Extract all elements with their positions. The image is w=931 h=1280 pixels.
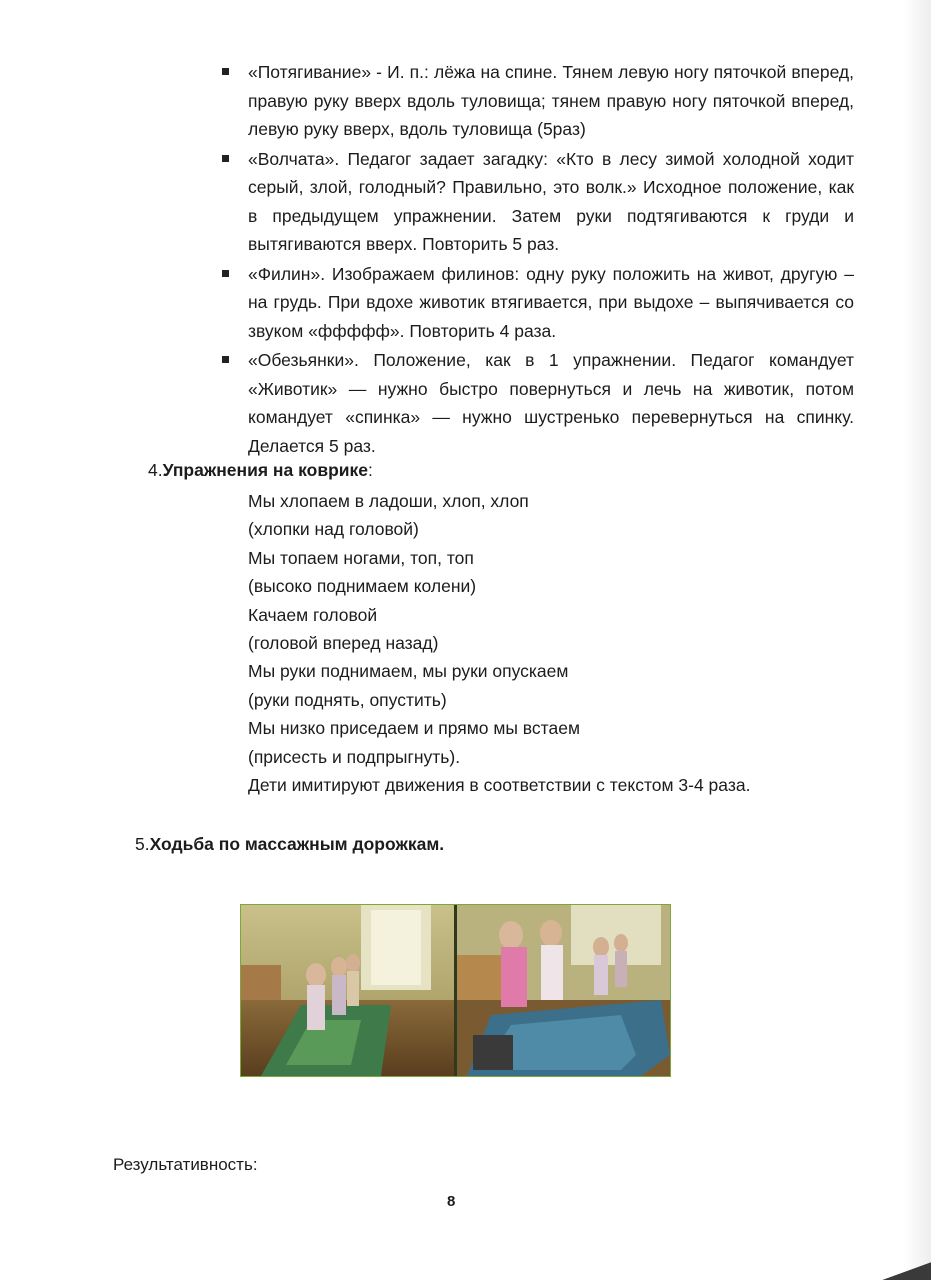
section-4-suffix: : (368, 460, 373, 480)
exercise-list (222, 58, 854, 461)
verse-line: (присесть и подпрыгнуть). (248, 746, 461, 767)
section-5-number: 5. (135, 834, 150, 854)
verse-line: (высоко поднимаем колени) (248, 576, 477, 597)
section-5-title: Ходьба по массажным дорожкам. (149, 834, 445, 854)
list-item-text: «Филин». Изображаем филинов: одну руку положить на живот, другую – на грудь. При вдохе животик втягивается, при выдохе – выпячивается со звуком «ффффф». Повторить 4 раза. (248, 263, 854, 341)
square-bullet-icon (222, 68, 229, 75)
photo-illustration (241, 905, 670, 1076)
verse-line: Качаем головой (248, 604, 378, 625)
verse-line: (хлопки над головой) (248, 519, 419, 540)
section-4-title: Упражнения на коврике (162, 460, 369, 480)
list-item (222, 145, 854, 259)
scan-corner-mark (871, 1262, 931, 1280)
square-bullet-icon (222, 270, 229, 277)
square-bullet-icon (222, 356, 229, 363)
section-4-heading (148, 456, 373, 484)
verse-line: Мы хлопаем в ладоши, хлоп, хлоп (248, 491, 529, 511)
verse-line: Дети имитируют движения в соответствии с текстом 3-4 раза. (248, 774, 751, 795)
children-walking-photo (240, 904, 671, 1077)
section-5-heading (135, 830, 444, 858)
verse-block (248, 487, 848, 799)
list-item-text: «Волчата». Педагог задает загадку: «Кто в лесу зимой холодной ходит серый, злой, голодный? Правильно, это волк.» Исходное положение, как в предыдущем упражнении. Затем руки подтягиваются к груди и вытягиваются вверх. Повторить 5 раз. (248, 148, 854, 254)
verse-line: (головой вперед назад) (248, 632, 439, 653)
verse-line: Мы топаем ногами, топ, топ (248, 547, 474, 568)
page-number: 8 (447, 1193, 456, 1210)
result-label: Результативность: (113, 1155, 258, 1174)
list-item-text: «Потягивание» - И. п.: лёжа на спине. Тянем левую ногу пяточкой вперед, правую руку вверх вдоль туловища; тянем правую ногу пяточкой вперед, левую руку вверх, вдоль туловища (5раз) (248, 62, 854, 139)
list-item (222, 260, 854, 346)
section-4-number: 4. (148, 460, 163, 480)
list-item-text: «Обезьянки». Положение, как в 1 упражнении. Педагог командует «Животик» — нужно быстро повернуться и лечь на животик, потом командует «спинка» — нужно шустренько перевернуться на спинку. Делается 5 раз. (248, 350, 854, 456)
verse-line: Мы руки поднимаем, мы руки опускаем (248, 661, 569, 682)
page-edge-shadow (905, 0, 931, 1280)
list-item (222, 346, 854, 460)
verse-line: Мы низко приседаем и прямо мы встаем (248, 718, 580, 739)
verse-line: (руки поднять, опустить) (248, 689, 447, 710)
square-bullet-icon (222, 155, 229, 162)
list-item (222, 58, 854, 144)
